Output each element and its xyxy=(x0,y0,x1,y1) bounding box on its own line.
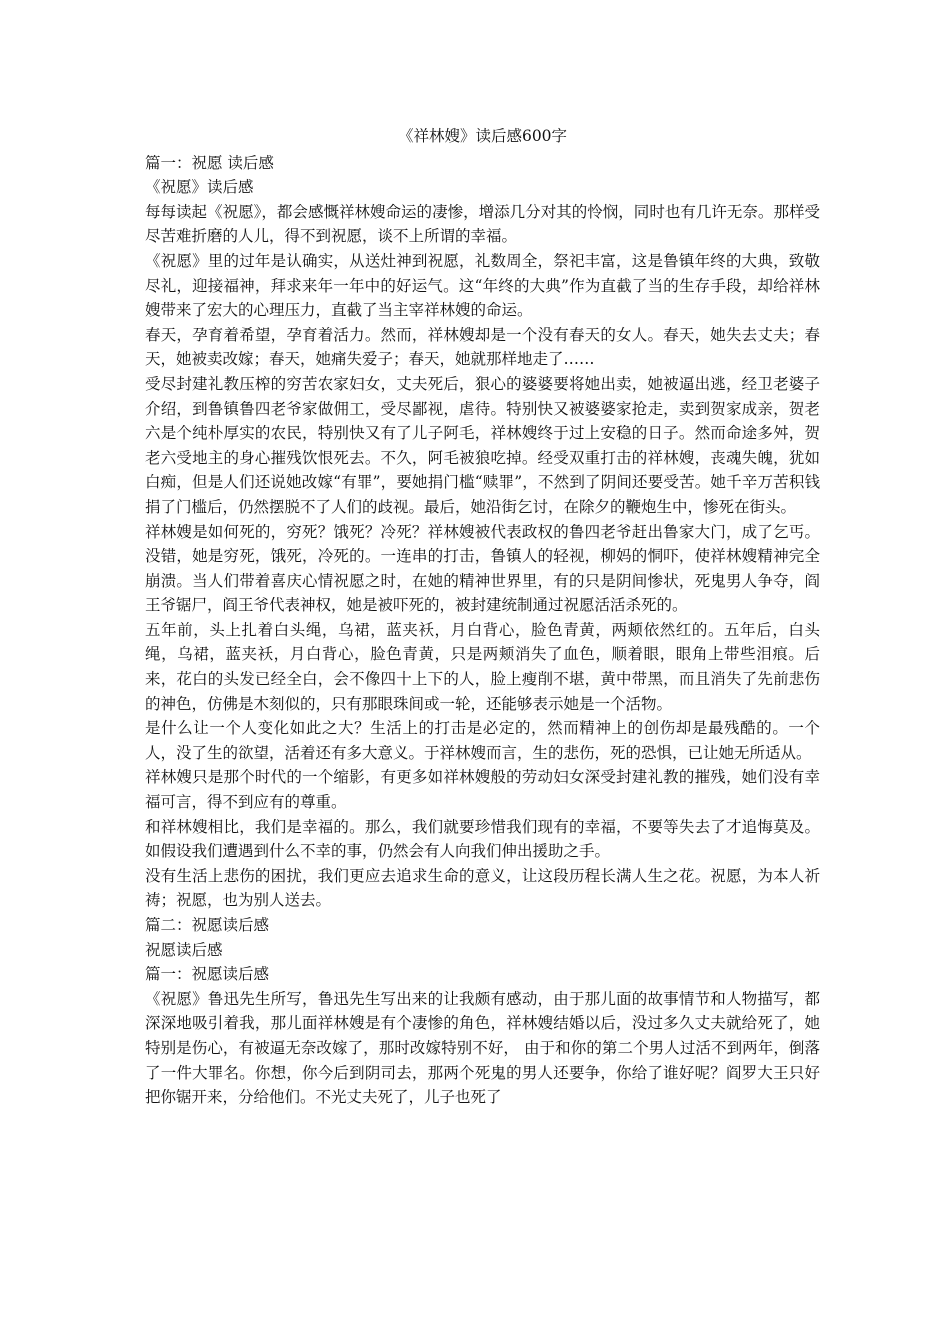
paragraph: 《祝愿》鲁迅先生所写，鲁迅先生写出来的让我颇有感动，由于那儿面的故事情节和人物描写，都深深地吸引着我，那儿面祥林嫂是有个凄惨的角色，祥林嫂结婚以后，没过多久丈夫就给死了，她特别是伤心，有被逼无奈改嫁了，那时改嫁特别不好， 由于和你的第二个男人过活不到两年，倒落了一件大罪名。你想，你今后到阴司去，那两个死鬼的男人还要争，你给了谁好呢？阎罗大王只好把你锯开来，分给他们。不光丈夫死了，儿子也死了 xyxy=(145,989,820,1107)
subsection-heading: 祝愿读后感 xyxy=(145,940,223,959)
paragraph: 是什么让一个人变化如此之大？生活上的打击是必定的，然而精神上的创伤却是最残酷的。一个人，没了生的欲望，活着还有多大意义。于祥林嫂而言，生的悲伤，死的恐惧，已让她无所适从。 xyxy=(145,719,820,762)
paragraph: 《祝愿》里的过年是认确实，从送灶神到祝愿，礼数周全，祭祀丰富，这是鲁镇年终的大典，致敬尽礼，迎接福神，拜求来年一年中的好运气。这“年终的大典”作为直截了当的生存手段，却给祥林嫂带来了宏大的心理压力，直截了当主宰祥林嫂的命运。 xyxy=(145,251,820,320)
document-body xyxy=(145,124,820,1110)
subsection-heading: 篇一：祝愿读后感 xyxy=(145,965,270,984)
paragraph: 春天，孕育着希望，孕育着活力。然而，祥林嫂却是一个没有春天的女人。春天，她失去丈夫；春天，她被卖改嫁；春天，她痛失爱子；春天，她就那样地走了…… xyxy=(145,325,820,369)
paragraph: 受尽封建礼教压榨的穷苦农家妇女，丈夫死后，狠心的婆婆要将她出卖，她被逼出逃，经卫老婆子介绍，到鲁镇鲁四老爷家做佣工，受尽鄙视，虐待。特别快又被婆婆家抢走，卖到贺家成亲，贺老六是个纯朴厚实的农民，特别快又有了儿子阿毛，祥林嫂终于过上安稳的日子。然而命途多舛，贺老六受地主的身心摧残饮恨死去。不久，阿毛被狼吃掉。经受双重打击的祥林嫂，丧魂失魄，犹如白痴，但是人们还说她改嫁“有罪”，要她捐门槛“赎罪”，不然到了阴间还要受苦。她千辛万苦积钱捐了门槛后，仍然摆脱不了人们的歧视。最后，她沿街乞讨，在除夕的鞭炮生中，惨死在街头。 xyxy=(145,374,820,516)
subsection-heading: 《祝愿》读后感 xyxy=(145,178,254,197)
paragraph: 祥林嫂是如何死的，穷死？饿死？冷死？祥林嫂被代表政权的鲁四老爷赶出鲁家大门，成了乞丐。没错，她是穷死，饿死，冷死的。一连串的打击，鲁镇人的轻视，柳妈的恫吓，使祥林嫂精神完全崩溃。当人们带着喜庆心情祝愿之时，在她的精神世界里，有的只是阴间惨状，死鬼男人争夺，阎王爷锯尸，阎王爷代表神权，她是被吓死的，被封建统制通过祝愿活活杀死的。 xyxy=(145,522,820,615)
paragraph: 和祥林嫂相比，我们是幸福的。那么，我们就要珍惜我们现有的幸福，不要等失去了才追悔莫及。如假设我们遭遇到什么不幸的事，仍然会有人向我们伸出援助之手。 xyxy=(145,817,820,861)
paragraph: 祥林嫂只是那个时代的一个缩影，有更多如祥林嫂般的劳动妇女深受封建礼教的摧残，她们没有幸福可言，得不到应有的尊重。 xyxy=(145,768,820,812)
section-heading: 篇二：祝愿读后感 xyxy=(145,916,270,934)
paragraph: 没有生活上悲伤的困扰，我们更应去追求生命的意义，让这段历程长满人生之花。祝愿，为本人祈祷；祝愿，也为别人送去。 xyxy=(145,866,820,910)
paragraph: 每每读起《祝愿》，都会感慨祥林嫂命运的凄惨，增添几分对其的怜悯，同时也有几许无奈。那样受尽苦难折磨的人儿，得不到祝愿，谈不上所谓的幸福。 xyxy=(145,202,820,246)
paragraph: 五年前，头上扎着白头绳，乌裙，蓝夹袄，月白背心，脸色青黄，两颊依然红的。五年后，白头绳，乌裙，蓝夹袄，月白背心，脸色青黄，只是两颊消失了血色，顺着眼，眼角上带些泪痕。后来，花白的头发已经全白，会不像四十上下的人，脸上瘦削不堪，黄中带黑，而且消失了先前悲伤的神色，仿佛是木刻似的，只有那眼珠间或一轮，还能够表示她是一个活物。 xyxy=(145,620,820,713)
section-heading: 篇一：祝愿 读后感 xyxy=(145,153,274,172)
document-title: 《祥林嫂》读后感600字 xyxy=(397,127,568,145)
